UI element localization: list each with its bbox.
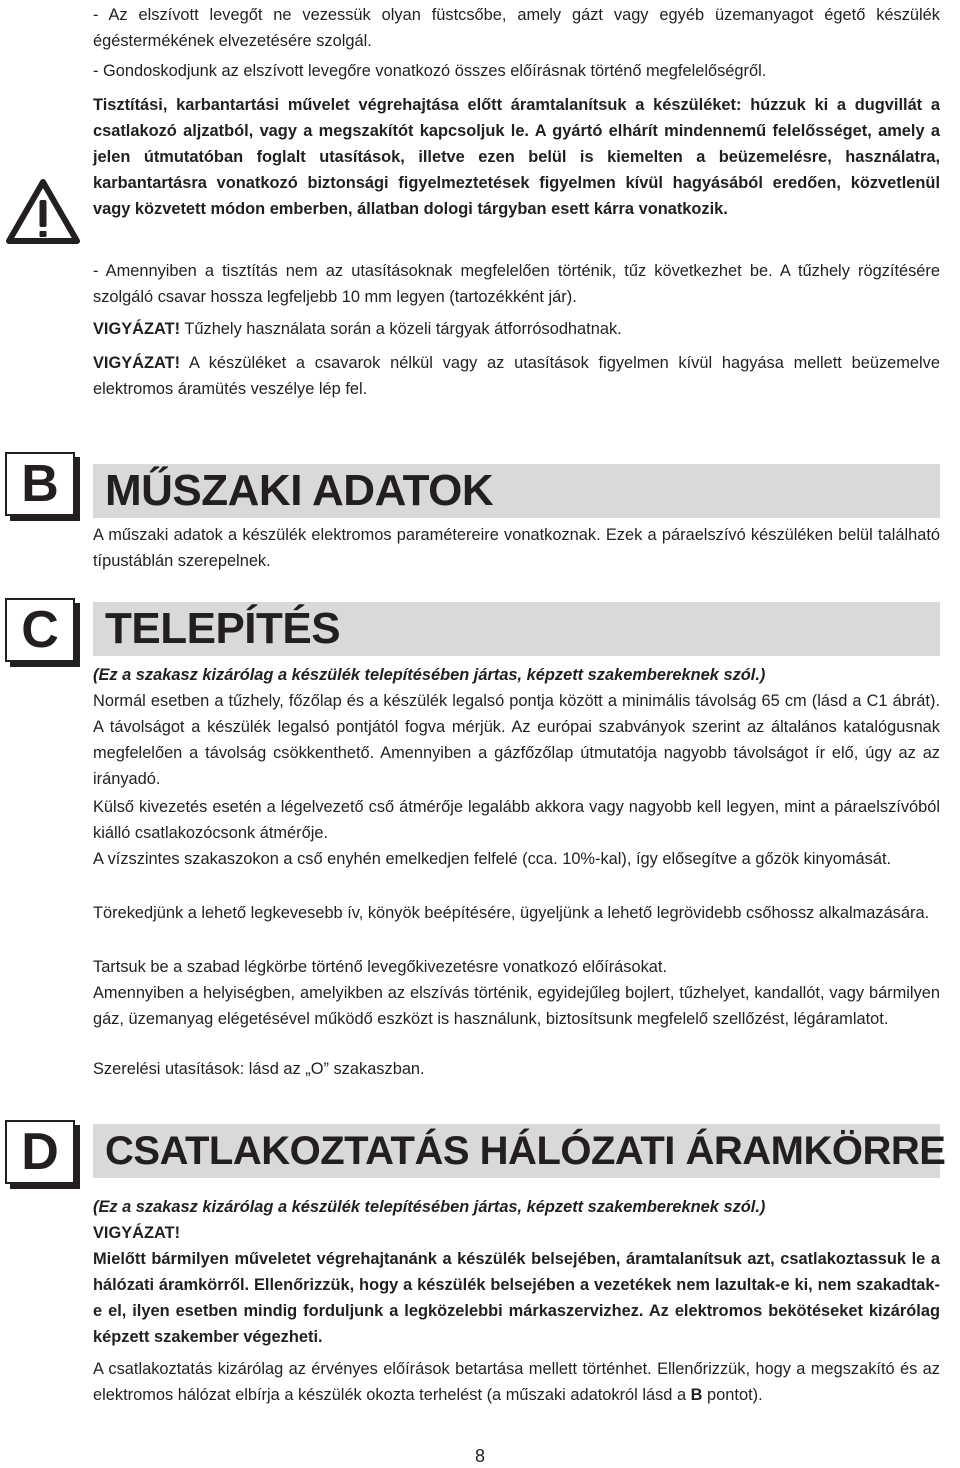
section-c-note: (Ez a szakasz kizárólag a készülék telepítésében jártas, képzett szakembereknek szól.)	[93, 666, 766, 684]
section-c-banner	[93, 602, 940, 656]
section-c-text-distance: Normál esetben a tűzhely, főzőlap és a készülék legalsó pontja között a minimális távolság 65 cm (lásd a C1 ábrát). A távolságot a készülék legalsó pontjától fogva mérjük. Az európai szabványok szerint az általános katalógusnak megfelelően a távolság csökkenthető. Amennyiben a gázfőzőlap útmutatója nagyobb távolságot ír elő, úgy az az irányadó.	[93, 692, 940, 788]
page-number: 8	[474, 1446, 485, 1466]
section-c-title: TELEPÍTÉS	[105, 604, 341, 653]
section-c-text-mounting: Szerelési utasítások: lásd az „O” szakaszban.	[93, 1060, 425, 1078]
section-c-text-slope: A vízszintes szakaszokon a cső enyhén emelkedjen felfelé (cca. 10%-kal), így elősegítve a gőzök kinyomását.	[93, 850, 892, 868]
section-c-text-exhaust-rules: Tartsuk be a szabad légkörbe történő levegőkivezetésre vonatkozó előírásokat.	[93, 958, 668, 976]
warning-regulations-text: - Gondoskodjunk az elszívott levegőre vonatkozó összes előírásnak történő megfelelőségről.	[93, 62, 767, 80]
section-c-text-diameter: Külső kivezetés esetén a légelvezető cső átmérője legalább akkora vagy nagyobb kell legyen, mint a páraelszívóból kiálló csatlakozócsonk átmérője.	[93, 798, 940, 842]
section-b-title: MŰSZAKI ADATOK	[105, 466, 494, 515]
warning-electric-shock	[93, 350, 940, 402]
section-d-text-ref: B	[690, 1386, 703, 1404]
section-c-text-bends: Törekedjünk a lehető legkevesebb ív, könyök beépítésére, ügyeljünk a lehető legrövidebb csőhossz alkalmazására.	[93, 904, 930, 922]
warning-cleaning-text: - Amennyiben a tisztítás nem az utasításoknak megfelelően történik, tűz következhet be. A tűzhely rögzítésére szolgáló csavar hossza legfeljebb 10 mm legyen (tartozékként jár).	[93, 262, 940, 306]
warning-electric-shock-text: A készüléket a csavarok nélkül vagy az utasítások figyelmen kívül hagyása mellett beüzemelve elektromos áramütés veszélye lép fel.	[93, 354, 940, 398]
section-c-text-ventilation: Amennyiben a helyiségben, amelyikben az elszívás történik, egyidejűleg bojlert, tűzhelyet, kandallót, vagy bármilyen gáz, üzemanyag elégetésével működő eszközt is használunk, biztosítsunk megfelelő szellőzést, légáramlatot.	[93, 984, 940, 1028]
section-d-warning-text: Mielőtt bármilyen műveletet végrehajtanánk a készülék belsejében, áramtalanítsuk azt, csatlakoztassuk le a hálózati áramkörről. Ellenőrizzük, hogy a készülék belsejében a vezetékek nem lazultak-e ki, nem szakadtak-e el, ilyen esetben mindig forduljunk a legközelebbi márkaszervizhez. Az elektromos bekötéseket kizárólag képzett szakember végezheti.	[93, 1250, 940, 1346]
section-d-title: CSATLAKOZTATÁS HÁLÓZATI ÁRAMKÖRRE	[105, 1129, 946, 1173]
warning-maintenance-text: Tisztítási, karbantartási művelet végrehajtása előtt áramtalanítsuk a készüléket: húzzuk ki a dugvillát a csatlakozó aljzatból, vagy a megszakítót kapcsoljuk le. A gyártó elhárít mindennemű felelősséget, amely a jelen útmutatóban foglalt utasítások, illetve ezen belül is kiemelten a beüzemelésre, használatra, karbantartásra vonatkozó biztonsági figyelmeztetések figyelmen kívül hagyásából eredően, közvetlenül vagy közvetett módon emberben, állatban dologi tárgyban esett kárra vonatkozik.	[93, 96, 940, 218]
warning-triangle-icon	[5, 178, 81, 244]
warning-hot-objects	[93, 316, 940, 342]
section-b-letter: B	[5, 452, 75, 516]
section-d-note: (Ez a szakasz kizárólag a készülék telepítésében jártas, képzett szakembereknek szól.)	[93, 1198, 766, 1216]
warning-label: VIGYÁZAT!	[93, 320, 181, 338]
section-b-banner	[93, 464, 940, 518]
section-d-letter: D	[5, 1120, 75, 1184]
section-d-text-main: A csatlakoztatás kizárólag az érvényes előírások betartása mellett történhet. Ellenőrizzük, hogy a megszakító és az elektromos hálózat elbírja a készülék okozta terhelést (a műszaki adatokról lásd a	[93, 1360, 940, 1404]
section-d-text	[93, 1356, 940, 1408]
section-d-warning-label: VIGYÁZAT!	[93, 1224, 181, 1242]
warning-label: VIGYÁZAT!	[93, 354, 181, 372]
section-b-text: A műszaki adatok a készülék elektromos paramétereire vonatkoznak. Ezek a páraelszívó készüléken belül található típustáblán szerepelnek.	[93, 526, 940, 570]
section-d-banner	[93, 1124, 946, 1178]
section-c-letter: C	[5, 598, 75, 662]
section-d-text-end: pontot).	[702, 1386, 763, 1404]
warning-chimney-text: - Az elszívott levegőt ne vezessük olyan füstcsőbe, amely gázt vagy egyéb üzemanyagot égető készülék égéstermékének elvezetésére szolgál.	[93, 6, 940, 50]
warning-hot-objects-text: Tűzhely használata során a közeli tárgyak átforrósodhatnak.	[180, 320, 622, 338]
